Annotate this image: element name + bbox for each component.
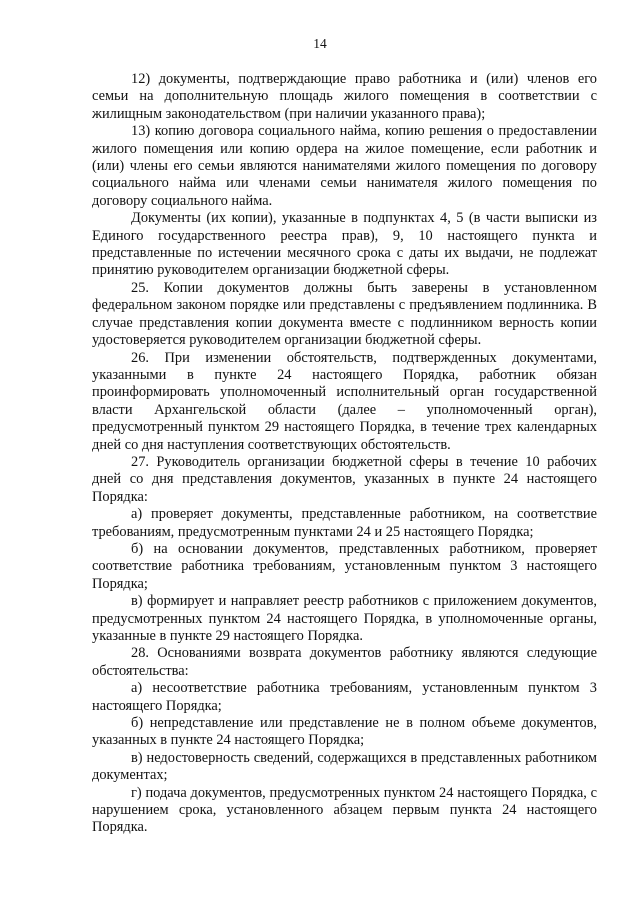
paragraph-clause-26: 26. При изменении обстоятельств, подтвержденных документами, указанными в пункте 24 настоящего Порядка, работник обязан проинформировать уполномоченный исполнительный орган государственной власти Архангельской области (далее – уполномоченный орган), предусмотренный пунктом 29 настоящего Порядка, в течение трех календарных дней со дня наступления соответствующих обстоятельств. (92, 349, 597, 453)
paragraph-clause-27: 27. Руководитель организации бюджетной сферы в течение 10 рабочих дней со дня представления документов, указанных в пункте 24 настоящего Порядка: (92, 453, 597, 505)
paragraph-subitem-12: 12) документы, подтверждающие право работника и (или) членов его семьи на дополнительную площадь жилого помещения в соответствии с жилищным законодательством (при наличии указанного права); (92, 71, 597, 122)
paragraph-clause-28-b: б) непредставление или представление не в полном объеме документов, указанных в пункте 24 настоящего Порядка; (92, 715, 597, 749)
paragraph-clause-25: 25. Копии документов должны быть заверены в установленном федеральном законом порядке или представлены с предъявлением подлинника. В случае представления копии документа вместе с подлинником верность копии удостоверяется руководителем организации бюджетной сферы. (92, 279, 597, 349)
paragraph-documents-copies: Документы (их копии), указанные в подпунктах 4, 5 (в части выписки из Единого государственного реестра прав), 9, 10 настоящего пункта и представленные по истечении месячного срока с даты их выдачи, не подлежат принятию руководителем организации бюджетной сферы. (92, 210, 597, 279)
page-number: 14 (313, 36, 327, 51)
paragraph-subitem-13: 13) копию договора социального найма, копию решения о предоставлении жилого помещения или копию ордера на жилое помещение, если работник и (или) члены его семьи являются нанимателями жилого помещения по договору социального найма или членами семьи нанимателя жилого помещения по договору социального найма. (92, 123, 597, 209)
paragraph-clause-28-a: а) несоответствие работника требованиям, установленным пунктом 3 настоящего Порядка; (92, 680, 597, 714)
paragraph-clause-27-a: а) проверяет документы, представленные работником, на соответствие требованиям, предусмотренным пунктами 24 и 25 настоящего Порядка; (92, 506, 597, 540)
document-body (92, 71, 597, 837)
paragraph-clause-28: 28. Основаниями возврата документов работнику являются следующие обстоятельства: (92, 645, 597, 679)
paragraph-clause-27-b: б) на основании документов, представленных работником, проверяет соответствие работника требованиям, установленным пунктом 3 настоящего Порядка; (92, 540, 597, 592)
paragraph-clause-27-v: в) формирует и направляет реестр работников с приложением документов, предусмотренных пунктом 24 настоящего Порядка, в уполномоченные органы, указанные в пункте 29 настоящего Порядка. (92, 593, 597, 644)
paragraph-clause-28-v: в) недостоверность сведений, содержащихся в представленных работником документах; (92, 749, 597, 784)
paragraph-clause-28-g: г) подача документов, предусмотренных пунктом 24 настоящего Порядка, с нарушением срока, установленного абзацем первым пункта 24 настоящего Порядка. (92, 784, 597, 836)
